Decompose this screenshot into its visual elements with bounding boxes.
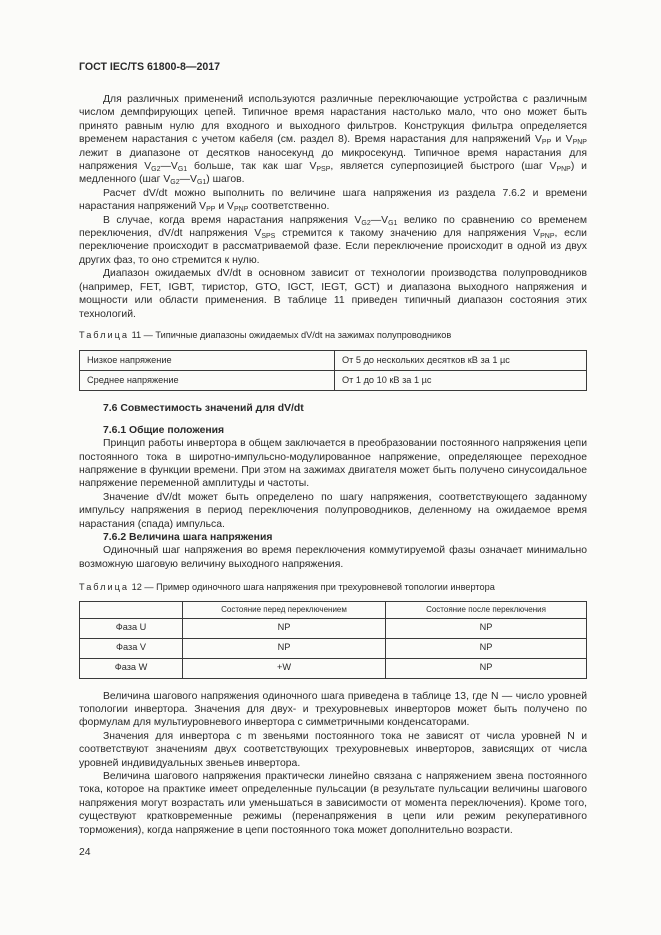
table-row bbox=[80, 658, 587, 678]
table-row bbox=[80, 351, 587, 371]
paragraph: Для различных применений используются различные переключающие устройства с различным числом демпфирующих цепей. Типичное время нарастания настолько мало, что оно может быть принято равным нулю для входного и выходного фильтров. Конструкция фильтра определяется временем нарастания с учетом кабеля (см. раздел 8). Время нарастания для напряжений $V_{PP}$ и $V_{PNP}$ лежит в диапазоне от десятков наносекунд до микросекунд. Типичное время нарастания для напряжения $V_{G2}—V_{G1}$ больше, так как шаг $V_{PSP}$, является суперпозицией быстрого (шаг $V_{PNP}$) и медленного (шаг $V_{G2}—V_{G1}$) шагов. bbox=[79, 94, 587, 187]
table-11 bbox=[79, 350, 587, 391]
paragraph: В случае, когда время нарастания напряжения $V_{G2}—V_{G1}$ велико по сравнению со временем переключения, dV/dt напряжения $V_{SPS}$ стремится к такому значению для напряжения $V_{PNP}$, если переключение происходит в рассматриваемой фазе. Если переключение происходит в одной из двух других фаз, то оно стремится к нулю. bbox=[79, 214, 587, 266]
table-cell: Фаза W bbox=[80, 658, 183, 678]
table-12 bbox=[79, 601, 587, 679]
table-cell: Фаза U bbox=[80, 618, 183, 638]
paragraph: Величина шагового напряжения практически линейно связана с напряжением звена постоянного тока, которое на практике имеет определенные пульсации (в результате пульсации величины шагового напряжения могут возрастать или уменьшаться в зависимости от момента переключения). Кроме того, существуют кратковременные режимы (перенапряжения в цепи или режим рекуперативного торможения), когда напряжение в цепи постоянного тока может дополнительно возрасти. bbox=[79, 771, 587, 836]
table-cell: NP bbox=[183, 638, 386, 658]
table-cell: Среднее напряжение bbox=[80, 371, 335, 391]
page-body bbox=[79, 93, 587, 837]
document-header: ГОСТ IEC/TS 61800-8—2017 bbox=[79, 61, 221, 73]
table-cell: От 1 до 10 кВ за 1 µс bbox=[335, 371, 587, 391]
paragraph: Принцип работы инвертора в общем заключается в преобразовании постоянного напряжения цепи постоянного тока в широтно-импульсно-модулированное напряжение, определяющее переходное напряжение в функции времени. При этом на зажимах двигателя может быть получено синусоидальное напряжение переменной амплитуды и частоты. bbox=[79, 438, 587, 490]
table-header-cell: Состояние перед переключением bbox=[183, 601, 386, 618]
table-row bbox=[80, 371, 587, 391]
page-number: 24 bbox=[79, 847, 91, 858]
paragraph: Одиночный шаг напряжения во время переключения коммутируемой фазы означает минимально возможную шаговую величину выходного напряжения. bbox=[79, 545, 587, 570]
table-cell: NP bbox=[183, 618, 386, 638]
table-header-cell bbox=[80, 601, 183, 618]
table-cell: Низкое напряжение bbox=[80, 351, 335, 371]
paragraph: Значения для инвертора с m звеньями постоянного тока не зависят от числа уровней N и соответствуют значениям двух соответствующих трехуровневых инверторов, зависящих от числа уровней индивидуальных звеньев инвертора. bbox=[79, 730, 587, 769]
table-cell: NP bbox=[386, 618, 587, 638]
table-cell: От 5 до нескольких десятков кВ за 1 µс bbox=[335, 351, 587, 371]
table-row bbox=[80, 638, 587, 658]
table-cell: Фаза V bbox=[80, 638, 183, 658]
table-12-caption: Таблица 12 — Пример одиночного шага напряжения при трехуровневой топологии инвертора bbox=[79, 582, 495, 593]
section-heading: 7.6 Совместимость значений для dV/dt bbox=[103, 403, 304, 415]
paragraph: Величина шагового напряжения одиночного шага приведена в таблице 13, где N — число уровней топологии инвертора. Значения для двух- и трехуровневых инверторов может быть получено по формулам для мультиуровневого инвертора с симметричными конденсаторами. bbox=[79, 690, 587, 729]
table-11-caption: Таблица 11 — Типичные диапазоны ожидаемых dV/dt на зажимах полупроводников bbox=[79, 329, 452, 340]
paragraph: Значение dV/dt может быть определено по шагу напряжения, соответствующего заданному импульсу напряжения в период переключения полупроводников, деленному на ожидаемое время нарастания (спада) импульса. bbox=[79, 491, 587, 530]
table-row bbox=[80, 618, 587, 638]
table-header-cell: Состояние после переключения bbox=[386, 601, 587, 618]
subsection-heading: 7.6.1 Общие положения bbox=[103, 424, 225, 436]
subsection-heading: 7.6.2 Величина шага напряжения bbox=[103, 531, 273, 543]
table-cell: NP bbox=[386, 638, 587, 658]
table-cell: NP bbox=[386, 658, 587, 678]
table-cell: +W bbox=[183, 658, 386, 678]
paragraph: Диапазон ожидаемых dV/dt в основном зависит от технологии производства полупроводников (например, FET, IGBT, тиристор, GTO, IGCT, IEGT, GCT) и диапазона выходного напряжения и мощности или области применения. В таблице 11 приведен типичный диапазон состояния этих технологий. bbox=[79, 268, 587, 320]
paragraph: Расчет dV/dt можно выполнить по величине шага напряжения из раздела 7.6.2 и времени нарастания напряжений $V_{PP}$ и $V_{PNP}$ соответственно. bbox=[79, 187, 587, 214]
table-header-row bbox=[80, 601, 587, 618]
